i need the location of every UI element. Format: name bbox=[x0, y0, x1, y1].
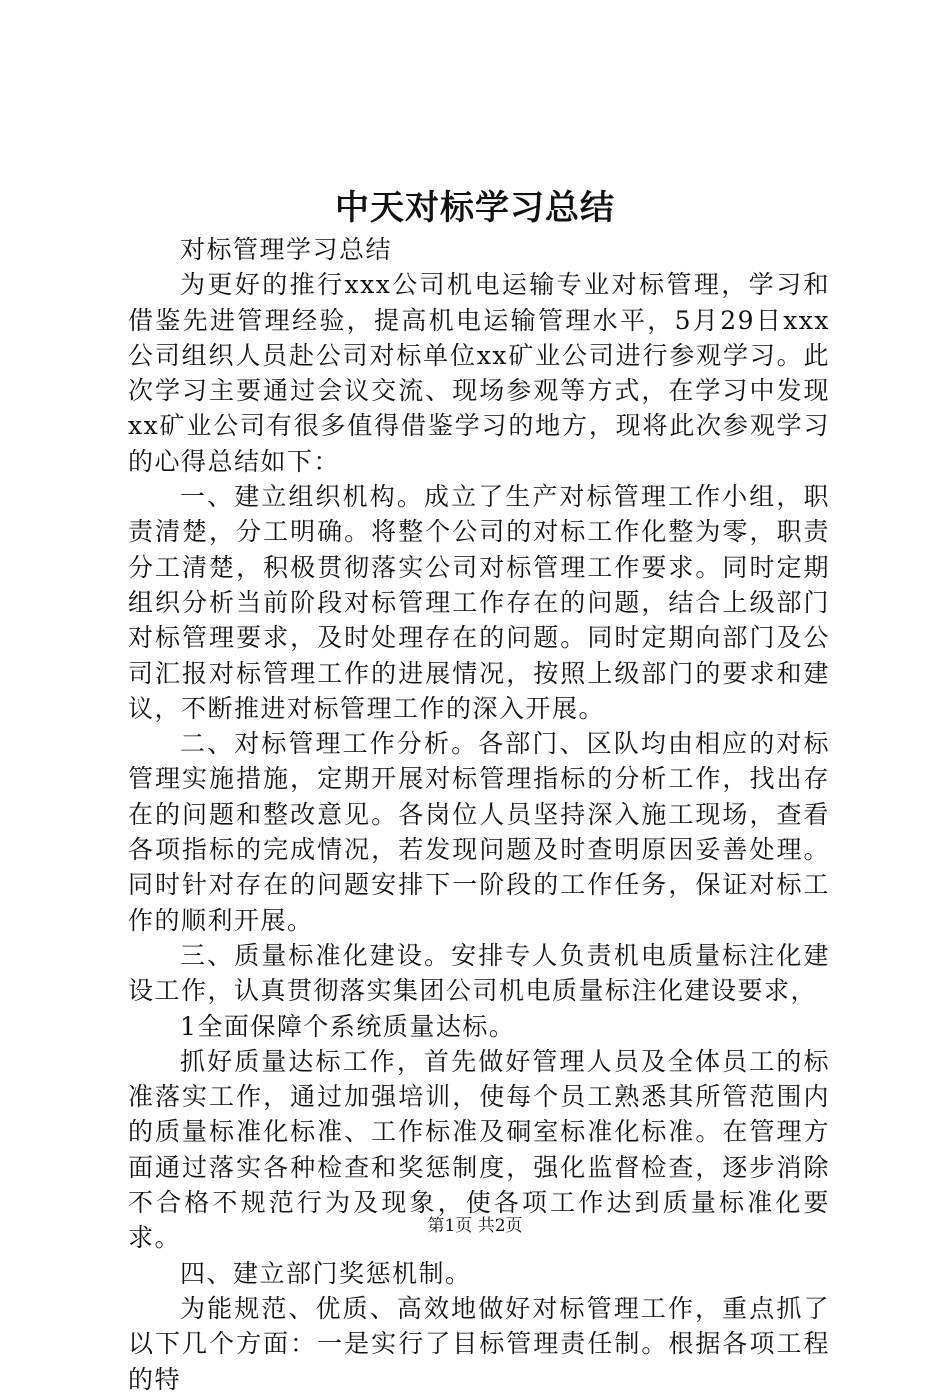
section-3-detail-paragraph: 抓好质量达标工作，首先做好管理人员及全体员工的标准落实工作，通过加强培训，使每个员工熟悉其所管范围内的质量标准化标准、工作标准及硐室标准化标准。在管理方面通过落实各种检查和奖惩制度，强化监督检查，逐步消除不合格不规范行为及现象，使各项工作达到质量标准化要求。 bbox=[128, 1046, 830, 1253]
subtitle-paragraph: 对标管理学习总结 bbox=[180, 235, 393, 264]
document-title: 中天对标学习总结 bbox=[335, 188, 615, 228]
intro-paragraph: 为更好的推行xxx公司机电运输专业对标管理，学习和借鉴先进管理经验，提高机电运输管理水平，5月29日xxx公司组织人员赴公司对标单位xx矿业公司进行参观学习。此次学习主要通过会议交流、现场参观等方式，在学习中发现xx矿业公司有很多值得借鉴学习的地方，现将此次参观学习的心得总结如下： bbox=[128, 270, 830, 476]
section-4-heading: 四、建立部门奖惩机制。 bbox=[180, 1258, 472, 1288]
section-4-paragraph: 为能规范、优质、高效地做好对标管理工作，重点抓了以下几个方面：一是实行了目标管理责任制。根据各项工程的特 bbox=[128, 1293, 830, 1394]
page-footer bbox=[0, 1214, 950, 1238]
section-2-paragraph: 二、对标管理工作分析。各部门、区队均由相应的对标管理实施措施，定期开展对标管理指标的分析工作，找出存在的问题和整改意见。各岗位人员坚持深入施工现场，查看各项指标的完成情况，若发现问题及时查明原因妥善处理。同时针对存在的问题安排下一阶段的工作任务，保证对标工作的顺利开展。 bbox=[128, 729, 830, 935]
section-1-paragraph: 一、建立组织机构。成立了生产对标管理工作小组，职责清楚，分工明确。将整个公司的对标工作化整为零，职责分工清楚，积极贯彻落实公司对标管理工作要求。同时定期组织分析当前阶段对标管理工作存在的问题，结合上级部门对标管理要求，及时处理存在的问题。同时定期向部门及公司汇报对标管理工作的进展情况，按照上级部门的要求和建议，不断推进对标管理工作的深入开展。 bbox=[128, 482, 830, 723]
section-3-item-1: 1全面保障个系统质量达标。 bbox=[180, 1011, 516, 1041]
section-3-paragraph: 三、质量标准化建设。安排专人负责机电质量标注化建设工作，认真贯彻落实集团公司机电质量标注化建设要求， bbox=[128, 940, 830, 1006]
page-total: 共2页 bbox=[477, 1216, 523, 1236]
page-number: 第1页 bbox=[427, 1216, 473, 1236]
